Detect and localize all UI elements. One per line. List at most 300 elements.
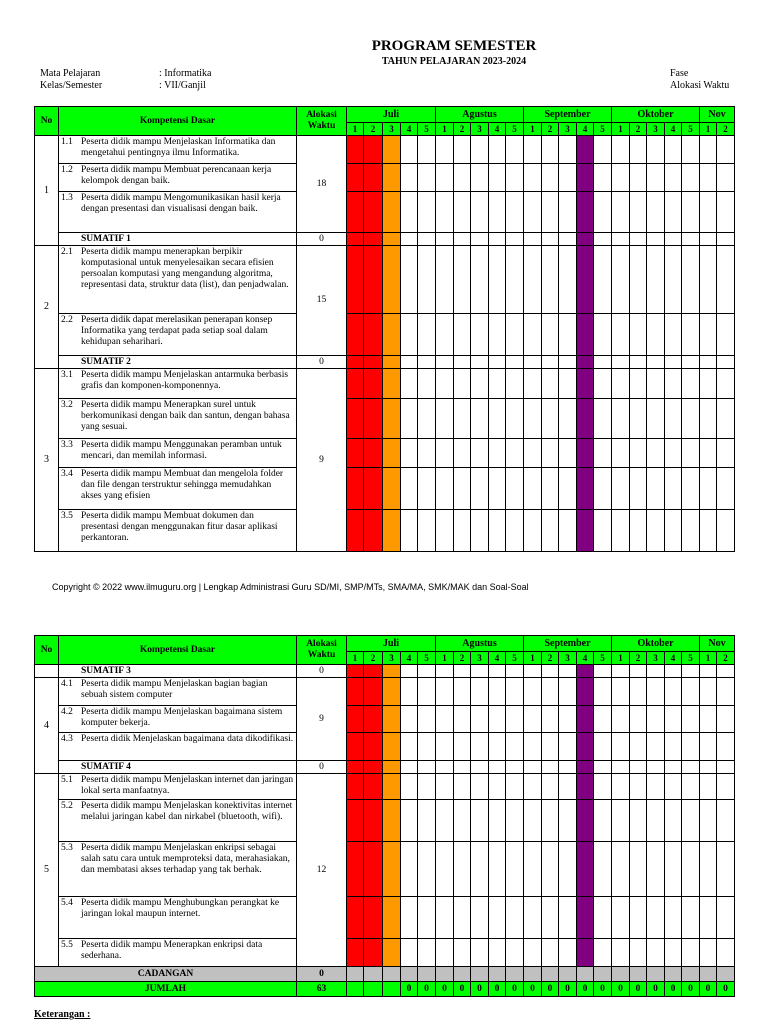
week-cell [630, 468, 647, 510]
week-cell [665, 665, 682, 678]
header-alokasi-waktu [297, 107, 347, 136]
week-cell [717, 233, 735, 246]
week-cell [594, 439, 612, 468]
week-number: 4 [489, 652, 506, 665]
week-cell [647, 136, 665, 164]
sumatif-value: 0 [297, 761, 347, 774]
sumatif-value: 0 [297, 233, 347, 246]
header-kompetensi-dasar: Kompetensi Dasar [59, 107, 297, 136]
week-cell [506, 314, 524, 356]
week-cell [594, 761, 612, 774]
week-cell [577, 314, 594, 356]
week-cell [717, 678, 735, 706]
week-cell [383, 967, 401, 982]
week-cell [630, 356, 647, 369]
competency-description: Peserta didik mampu Menggunakan peramban untuk mencari, dan memilah informasi. [81, 440, 282, 461]
week-cell [489, 369, 506, 399]
week-cell [577, 665, 594, 678]
week-cell [364, 733, 383, 761]
week-cell [347, 761, 364, 774]
week-cell [700, 399, 717, 439]
week-cell [506, 192, 524, 233]
mapel-label: Mata Pelajaran [40, 68, 101, 79]
week-cell [577, 399, 594, 439]
week-cell [364, 136, 383, 164]
week-cell [436, 439, 454, 468]
competency-item [61, 137, 294, 159]
week-cell [665, 356, 682, 369]
alokasi-waktu-label: Alokasi Waktu [670, 80, 730, 91]
week-cell [471, 439, 489, 468]
competency-description: Peserta didik mampu Menghubungkan perangkat ke jaringan lokal maupun internet. [81, 898, 280, 919]
week-cell [542, 136, 559, 164]
week-cell [559, 678, 577, 706]
week-cell [682, 967, 700, 982]
week-cell [700, 665, 717, 678]
week-cell [542, 510, 559, 552]
week-cell [700, 842, 717, 897]
week-cell [524, 369, 542, 399]
week-cell [364, 510, 383, 552]
week-cell [559, 939, 577, 967]
week-cell [717, 774, 735, 800]
week-cell [717, 136, 735, 164]
week-cell [418, 439, 436, 468]
week-cell [401, 665, 418, 678]
week-cell [647, 369, 665, 399]
week-cell [436, 468, 454, 510]
week-cell [347, 314, 364, 356]
week-cell [559, 706, 577, 733]
week-number: 2 [542, 652, 559, 665]
week-cell [612, 842, 630, 897]
week-number: 1 [347, 652, 364, 665]
competency-text-cell [59, 314, 297, 356]
week-cell [700, 967, 717, 982]
week-total: 0 [401, 982, 418, 997]
week-cell [436, 665, 454, 678]
competency-description: Peserta didik mampu Menjelaskan Informatika dan mengetahui pentingnya ilmu Informatika. [81, 137, 276, 158]
week-total: 0 [506, 982, 524, 997]
week-cell [506, 761, 524, 774]
week-cell [542, 356, 559, 369]
week-cell [454, 665, 471, 678]
week-cell [471, 233, 489, 246]
week-cell [594, 356, 612, 369]
competency-text-cell [59, 733, 297, 761]
week-cell [594, 733, 612, 761]
week-cell [577, 192, 594, 233]
week-cell [454, 800, 471, 842]
week-cell [471, 665, 489, 678]
week-cell [383, 761, 401, 774]
week-cell [630, 967, 647, 982]
competency-code: 4.2 [61, 707, 73, 717]
week-cell [700, 897, 717, 939]
week-cell [383, 314, 401, 356]
week-total: 0 [436, 982, 454, 997]
week-cell [559, 369, 577, 399]
week-number: 2 [454, 123, 471, 136]
competency-row [35, 468, 735, 510]
week-cell [700, 192, 717, 233]
competency-code: 3.3 [61, 440, 73, 450]
week-cell [489, 164, 506, 192]
week-cell [542, 761, 559, 774]
week-cell [471, 510, 489, 552]
competency-row [35, 678, 735, 706]
competency-item [61, 775, 294, 797]
week-cell [594, 897, 612, 939]
month-header: September [524, 636, 612, 652]
week-cell [418, 967, 436, 982]
week-cell [489, 800, 506, 842]
week-cell [418, 761, 436, 774]
week-cell [700, 510, 717, 552]
week-cell [506, 774, 524, 800]
row-number: 5 [35, 774, 59, 967]
week-cell [612, 246, 630, 314]
header-alokasi-line2: Waktu [307, 121, 336, 131]
week-cell [436, 246, 454, 314]
competency-text-cell [59, 774, 297, 800]
week-cell [401, 136, 418, 164]
week-cell [347, 706, 364, 733]
week-cell [471, 164, 489, 192]
week-cell [612, 678, 630, 706]
week-cell [717, 314, 735, 356]
competency-text-cell [59, 246, 297, 314]
week-cell [559, 468, 577, 510]
week-cell [630, 314, 647, 356]
week-cell [594, 192, 612, 233]
competency-text-cell [59, 468, 297, 510]
week-cell [471, 761, 489, 774]
week-cell [347, 246, 364, 314]
week-cell [647, 468, 665, 510]
week-total: 0 [665, 982, 682, 997]
week-number: 2 [630, 123, 647, 136]
week-cell [612, 510, 630, 552]
week-cell [436, 399, 454, 439]
week-cell [559, 314, 577, 356]
week-cell [665, 164, 682, 192]
week-number: 4 [401, 123, 418, 136]
week-cell [542, 774, 559, 800]
week-cell [401, 774, 418, 800]
competency-description: Peserta didik mampu Menjelaskan konektivitas internet melalui jaringan kabel dan nirkabel (bluetooth, wifi). [81, 801, 293, 822]
week-cell [418, 399, 436, 439]
week-cell [612, 369, 630, 399]
week-cell [647, 897, 665, 939]
week-total [364, 982, 383, 997]
week-cell [364, 314, 383, 356]
week-cell [383, 164, 401, 192]
week-cell [577, 510, 594, 552]
week-cell [436, 164, 454, 192]
week-cell [630, 399, 647, 439]
week-cell [401, 399, 418, 439]
week-cell [665, 369, 682, 399]
week-cell [401, 842, 418, 897]
week-cell [436, 314, 454, 356]
week-cell [364, 468, 383, 510]
week-number: 1 [436, 652, 454, 665]
week-cell [630, 678, 647, 706]
week-cell [682, 369, 700, 399]
competency-item [61, 898, 294, 920]
week-cell [647, 439, 665, 468]
competency-description: Peserta didik mampu Menjelaskan internet dan jaringan lokal serta manfaatnya. [81, 775, 294, 796]
competency-code: 4.1 [61, 679, 73, 689]
competency-code: 3.4 [61, 469, 73, 479]
week-cell [630, 897, 647, 939]
week-cell [506, 678, 524, 706]
week-cell [489, 842, 506, 897]
week-cell [594, 246, 612, 314]
week-cell [347, 468, 364, 510]
week-cell [577, 678, 594, 706]
sumatif-row [35, 665, 735, 678]
week-cell [401, 468, 418, 510]
sumatif-label: SUMATIF 3 [59, 665, 297, 678]
competency-code: 3.1 [61, 370, 73, 380]
week-cell [542, 192, 559, 233]
competency-row [35, 136, 735, 164]
week-cell [594, 164, 612, 192]
week-cell [524, 399, 542, 439]
week-cell [717, 842, 735, 897]
program-semester-table-page-1 [34, 106, 735, 552]
competency-text-cell [59, 678, 297, 706]
week-cell [577, 706, 594, 733]
week-cell [418, 356, 436, 369]
week-cell [364, 678, 383, 706]
header-kompetensi-dasar: Kompetensi Dasar [59, 636, 297, 665]
competency-code: 2.2 [61, 315, 73, 325]
week-cell [665, 510, 682, 552]
competency-item [61, 165, 294, 187]
week-cell [700, 136, 717, 164]
copyright-footer: Copyright © 2022 www.ilmuguru.org | Lengkap Administrasi Guru SD/MI, SMP/MTs, SMA/MA, SMK/MAK dan Soal-Soal [52, 582, 529, 592]
week-cell [700, 774, 717, 800]
week-cell [401, 314, 418, 356]
week-cell [524, 468, 542, 510]
week-cell [347, 356, 364, 369]
week-cell [612, 800, 630, 842]
week-cell [717, 468, 735, 510]
week-cell [418, 733, 436, 761]
jumlah-value: 63 [297, 982, 347, 997]
week-cell [594, 706, 612, 733]
week-cell [594, 233, 612, 246]
competency-text-cell [59, 399, 297, 439]
week-cell [647, 678, 665, 706]
competency-description: Peserta didik mampu Menerapkan surel untuk berkomunikasi dengan baik dan santun, dengan bahasa yang sesuai. [81, 400, 290, 432]
month-header: Agustus [436, 636, 524, 652]
week-cell [489, 399, 506, 439]
sumatif-label: SUMATIF 1 [59, 233, 297, 246]
week-cell [524, 939, 542, 967]
fase-label: Fase [670, 68, 689, 79]
week-cell [454, 246, 471, 314]
week-cell [524, 678, 542, 706]
week-total [383, 982, 401, 997]
week-number: 3 [559, 652, 577, 665]
week-number: 2 [717, 652, 735, 665]
competency-row [35, 733, 735, 761]
week-cell [700, 939, 717, 967]
month-header: Juli [347, 107, 436, 123]
cadangan-label: CADANGAN [35, 967, 297, 982]
week-cell [594, 774, 612, 800]
week-cell [630, 842, 647, 897]
week-cell [401, 967, 418, 982]
competency-row [35, 800, 735, 842]
week-cell [489, 246, 506, 314]
week-cell [630, 665, 647, 678]
week-cell [665, 678, 682, 706]
week-cell [418, 314, 436, 356]
week-cell [489, 706, 506, 733]
week-cell [594, 369, 612, 399]
week-cell [524, 774, 542, 800]
alokasi-waktu-value: 9 [297, 369, 347, 552]
week-cell [594, 136, 612, 164]
week-cell [682, 897, 700, 939]
week-cell [559, 233, 577, 246]
page-title: PROGRAM SEMESTER [371, 38, 537, 54]
week-cell [612, 233, 630, 246]
week-number: 2 [364, 123, 383, 136]
competency-description: Peserta didik mampu Menjelaskan antarmuka berbasis grafis dan komponen-komponennya. [81, 370, 289, 391]
mapel-value: : Informatika [159, 68, 212, 79]
week-cell [682, 246, 700, 314]
week-cell [577, 164, 594, 192]
week-cell [364, 800, 383, 842]
week-cell [347, 136, 364, 164]
week-cell [524, 136, 542, 164]
week-cell [717, 665, 735, 678]
header-alokasi-line1: Alokasi [306, 639, 337, 650]
competency-code: 5.4 [61, 898, 73, 908]
competency-code: 2.1 [61, 247, 73, 257]
week-cell [347, 842, 364, 897]
week-cell [383, 800, 401, 842]
week-cell [471, 733, 489, 761]
week-cell [347, 665, 364, 678]
week-cell [577, 369, 594, 399]
week-cell [454, 233, 471, 246]
competency-item [61, 400, 294, 433]
week-number: 2 [454, 652, 471, 665]
week-cell [506, 706, 524, 733]
week-cell [542, 439, 559, 468]
week-cell [471, 136, 489, 164]
week-cell [577, 967, 594, 982]
week-cell [647, 665, 665, 678]
week-cell [577, 356, 594, 369]
week-cell [700, 733, 717, 761]
week-number: 5 [418, 123, 436, 136]
week-cell [489, 665, 506, 678]
week-cell [383, 774, 401, 800]
week-cell [665, 842, 682, 897]
week-cell [524, 761, 542, 774]
week-cell [347, 369, 364, 399]
competency-code: 5.5 [61, 940, 73, 950]
week-cell [612, 706, 630, 733]
week-cell [401, 233, 418, 246]
week-cell [383, 939, 401, 967]
competency-description: Peserta didik mampu Membuat perencanaan kerja kelompok dengan baik. [81, 165, 272, 186]
competency-description: Peserta didik mampu Membuat dokumen dan presentasi dengan menggunakan fitur dasar aplikasi perkantoran. [81, 511, 278, 543]
week-cell [542, 233, 559, 246]
competency-text-cell [59, 439, 297, 468]
week-number: 1 [700, 123, 717, 136]
header-alokasi-line1: Alokasi [306, 110, 337, 121]
alokasi-waktu-value: 18 [297, 136, 347, 233]
competency-row [35, 897, 735, 939]
week-cell [364, 774, 383, 800]
week-cell [577, 733, 594, 761]
week-cell [383, 678, 401, 706]
week-cell [489, 897, 506, 939]
week-cell [717, 369, 735, 399]
week-cell [665, 761, 682, 774]
week-number: 5 [506, 652, 524, 665]
week-cell [682, 678, 700, 706]
week-cell [454, 164, 471, 192]
week-cell [630, 369, 647, 399]
week-cell [383, 246, 401, 314]
week-cell [506, 733, 524, 761]
week-cell [524, 164, 542, 192]
sumatif-row [35, 356, 735, 369]
week-cell [717, 733, 735, 761]
week-cell [418, 136, 436, 164]
keterangan-heading: Keterangan : [34, 1009, 91, 1020]
sumatif-value: 0 [297, 665, 347, 678]
week-cell [647, 399, 665, 439]
alokasi-waktu-value: 15 [297, 246, 347, 356]
week-cell [682, 761, 700, 774]
week-total: 0 [577, 982, 594, 997]
week-cell [682, 774, 700, 800]
week-cell [418, 164, 436, 192]
week-cell [436, 510, 454, 552]
week-cell [542, 369, 559, 399]
week-cell [700, 314, 717, 356]
week-cell [612, 761, 630, 774]
row-number: 4 [35, 678, 59, 774]
week-cell [665, 774, 682, 800]
week-number: 4 [577, 123, 594, 136]
week-total: 0 [559, 982, 577, 997]
week-number: 4 [577, 652, 594, 665]
week-cell [559, 246, 577, 314]
competency-text-cell [59, 842, 297, 897]
week-cell [542, 164, 559, 192]
week-cell [717, 967, 735, 982]
week-cell [665, 967, 682, 982]
alokasi-waktu-value: 12 [297, 774, 347, 967]
week-cell [471, 774, 489, 800]
week-cell [489, 967, 506, 982]
week-cell [436, 842, 454, 897]
week-cell [506, 665, 524, 678]
competency-text-cell [59, 510, 297, 552]
